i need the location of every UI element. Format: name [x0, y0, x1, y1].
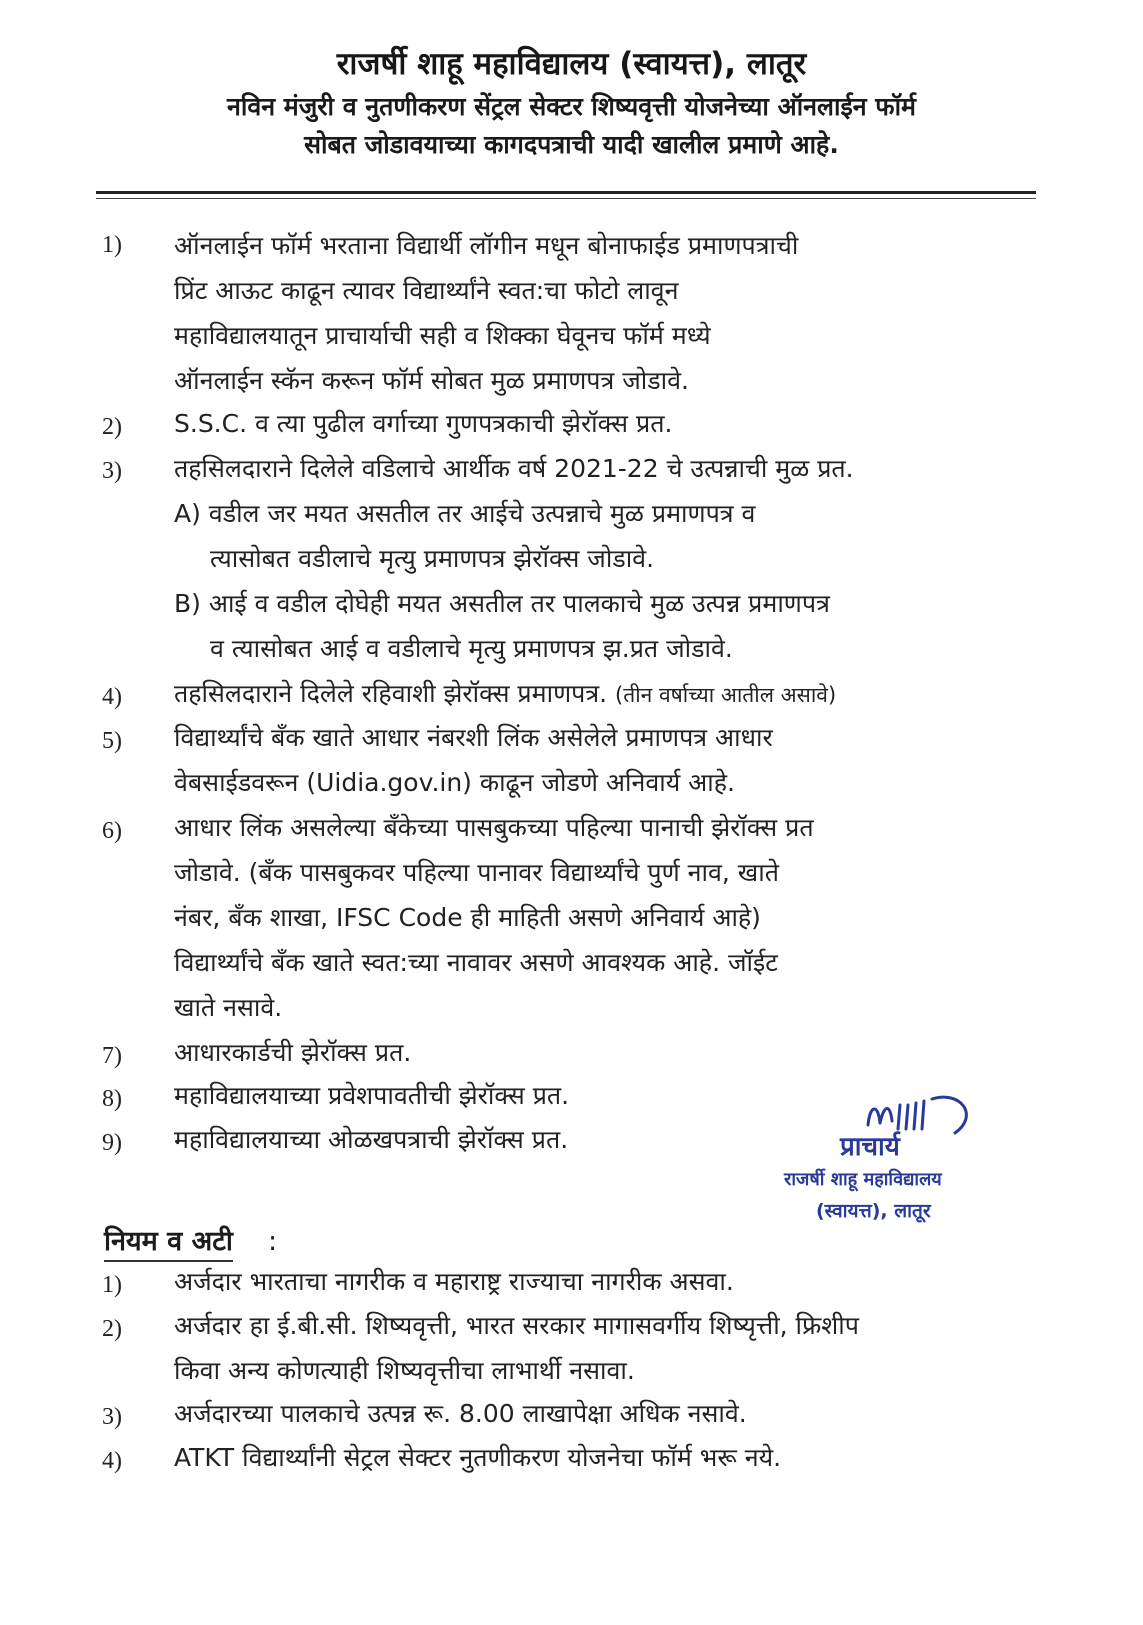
- list-item-line: S.S.C. व त्या पुढील वर्गाच्या गुणपत्रकाची झेरॉक्स प्रत.: [174, 409, 673, 438]
- document-header: [0, 44, 1143, 164]
- list-number: 4): [102, 1448, 122, 1474]
- list-item-line: ऑनलाईन फॉर्म भरताना विद्यार्थी लॉगीन मधून बोनाफाईड प्रमाणपत्राची: [174, 231, 799, 260]
- subtitle-line-2: सोबत जोडावयाच्या कागदपत्राची यादी खालील प्रमाणे आहे.: [304, 130, 839, 159]
- list-item-line: ATKT विद्यार्थ्यांनी सेट्रल सेक्टर नुतणीकरण योजनेचा फॉर्म भरू नये.: [174, 1443, 782, 1472]
- list-item-line: अर्जदार हा ई.बी.सी. शिष्यवृत्ती, भारत सरकार मागासवर्गीय शिष्यृत्ती, फ्रिशीप: [174, 1311, 859, 1340]
- sub-item-line: व त्यासोबत आई व वडीलाचे मृत्यु प्रमाणपत्र झ.प्रत जोडावे.: [210, 634, 733, 663]
- list-number: 4): [102, 684, 122, 710]
- rules-title-colon: :: [268, 1226, 278, 1257]
- college-title: राजर्षी शाहू महाविद्यालय (स्वायत्त), लातूर: [336, 46, 807, 82]
- list-number: 8): [102, 1086, 122, 1112]
- list-number: 1): [102, 232, 122, 258]
- list-item-line: नंबर, बँक शाखा, IFSC Code ही माहिती असणे अनिवार्य आहे): [174, 903, 761, 932]
- list-item-line: तहसिलदाराने दिलेले वडिलाचे आर्थीक वर्ष 2021-22 चे उत्पन्नाची मुळ प्रत.: [174, 454, 854, 483]
- subtitle-line-1: नविन मंजुरी व नुतणीकरण सेंट्रल सेक्टर शिष्यवृत्ती योजनेच्या ऑनलाईन फॉर्म: [226, 92, 917, 121]
- list-number: 2): [102, 414, 122, 440]
- list-item-line: प्रिंट आऊट काढून त्यावर विद्यार्थ्यांने स्वत:चा फोटो लावून: [174, 276, 679, 305]
- header-divider: [96, 191, 1036, 194]
- list-item-line: महाविद्यालयाच्या प्रवेशपावतीची झेरॉक्स प्रत.: [174, 1081, 570, 1110]
- list-item-line: खाते नसावे.: [174, 993, 283, 1022]
- list-number: 3): [102, 1404, 122, 1430]
- rules-title: नियम व अटी: [104, 1226, 233, 1262]
- list-item-line: विद्यार्थ्यांचे बँक खाते स्वत:च्या नावावर असणे आवश्यक आहे. जॉईट: [174, 948, 778, 977]
- list-item-text: तहसिलदाराने दिलेले रहिवाशी झेरॉक्स प्रमाणपत्र.: [174, 679, 608, 708]
- list-number: 5): [102, 728, 122, 754]
- list-item-line: [174, 676, 836, 710]
- sub-item-line: B) आई व वडील दोघेही मयत असतील तर पालकाचे मुळ उत्पन्न प्रमाणपत्र: [174, 589, 830, 618]
- stamp-place: (स्वायत्त), लातूर: [816, 1200, 931, 1222]
- list-number: 1): [102, 1272, 122, 1298]
- sub-item-line: त्यासोबत वडीलाचे मृत्यु प्रमाणपत्र झेरॉक्स जोडावे.: [210, 544, 655, 573]
- principal-stamp: [780, 1085, 1020, 1245]
- list-item-line: आधारकार्डची झेरॉक्स प्रत.: [174, 1038, 412, 1067]
- list-item-line: अर्जदारच्या पालकाचे उत्पन्न रू. 8.00 लाखापेक्षा अधिक नसावे.: [174, 1399, 747, 1428]
- list-item-line: आधार लिंक असलेल्या बँकेच्या पासबुकच्या पहिल्या पानाची झेरॉक्स प्रत: [174, 813, 814, 842]
- list-item-line: अर्जदार भारताचा नागरीक व महाराष्ट्र राज्याचा नागरीक असवा.: [174, 1267, 734, 1296]
- list-item-line: जोडावे. (बँक पासबुकवर पहिल्या पानावर विद्यार्थ्यांचे पुर्ण नाव, खाते: [174, 858, 779, 887]
- list-item-line: ऑनलाईन स्कॅन करून फॉर्म सोबत मुळ प्रमाणपत्र जोडावे.: [174, 366, 689, 395]
- stamp-college: राजर्षी शाहू महाविद्यालय: [784, 1169, 942, 1190]
- list-number: 6): [102, 818, 122, 844]
- header-divider-thin: [96, 198, 1036, 199]
- list-item-line: किवा अन्य कोणत्याही शिष्यवृत्तीचा लाभार्थी नसावा.: [174, 1356, 635, 1385]
- list-number: 2): [102, 1316, 122, 1342]
- list-item-line: महाविद्यालयाच्या ओळखपत्राची झेरॉक्स प्रत.: [174, 1125, 569, 1154]
- list-number: 3): [102, 458, 122, 484]
- list-item-line: वेबसाईडवरून (Uidia.gov.in) काढून जोडणे अनिवार्य आहे.: [174, 768, 735, 797]
- list-number: 9): [102, 1130, 122, 1156]
- list-item-line: विद्यार्थ्यांचे बँक खाते आधार नंबरशी लिंक असेलेले प्रमाणपत्र आधार: [174, 723, 773, 752]
- stamp-designation: प्राचार्य: [840, 1132, 900, 1162]
- list-item-note: (तीन वर्षाच्या आतील असावे): [615, 683, 837, 707]
- list-number: 7): [102, 1043, 122, 1069]
- list-item-line: महाविद्यालयातून प्राचार्याची सही व शिक्का घेवूनच फॉर्म मध्ये: [174, 321, 711, 350]
- sub-item-line: A) वडील जर मयत असतील तर आईचे उत्पन्नाचे मुळ प्रमाणपत्र व: [174, 499, 756, 528]
